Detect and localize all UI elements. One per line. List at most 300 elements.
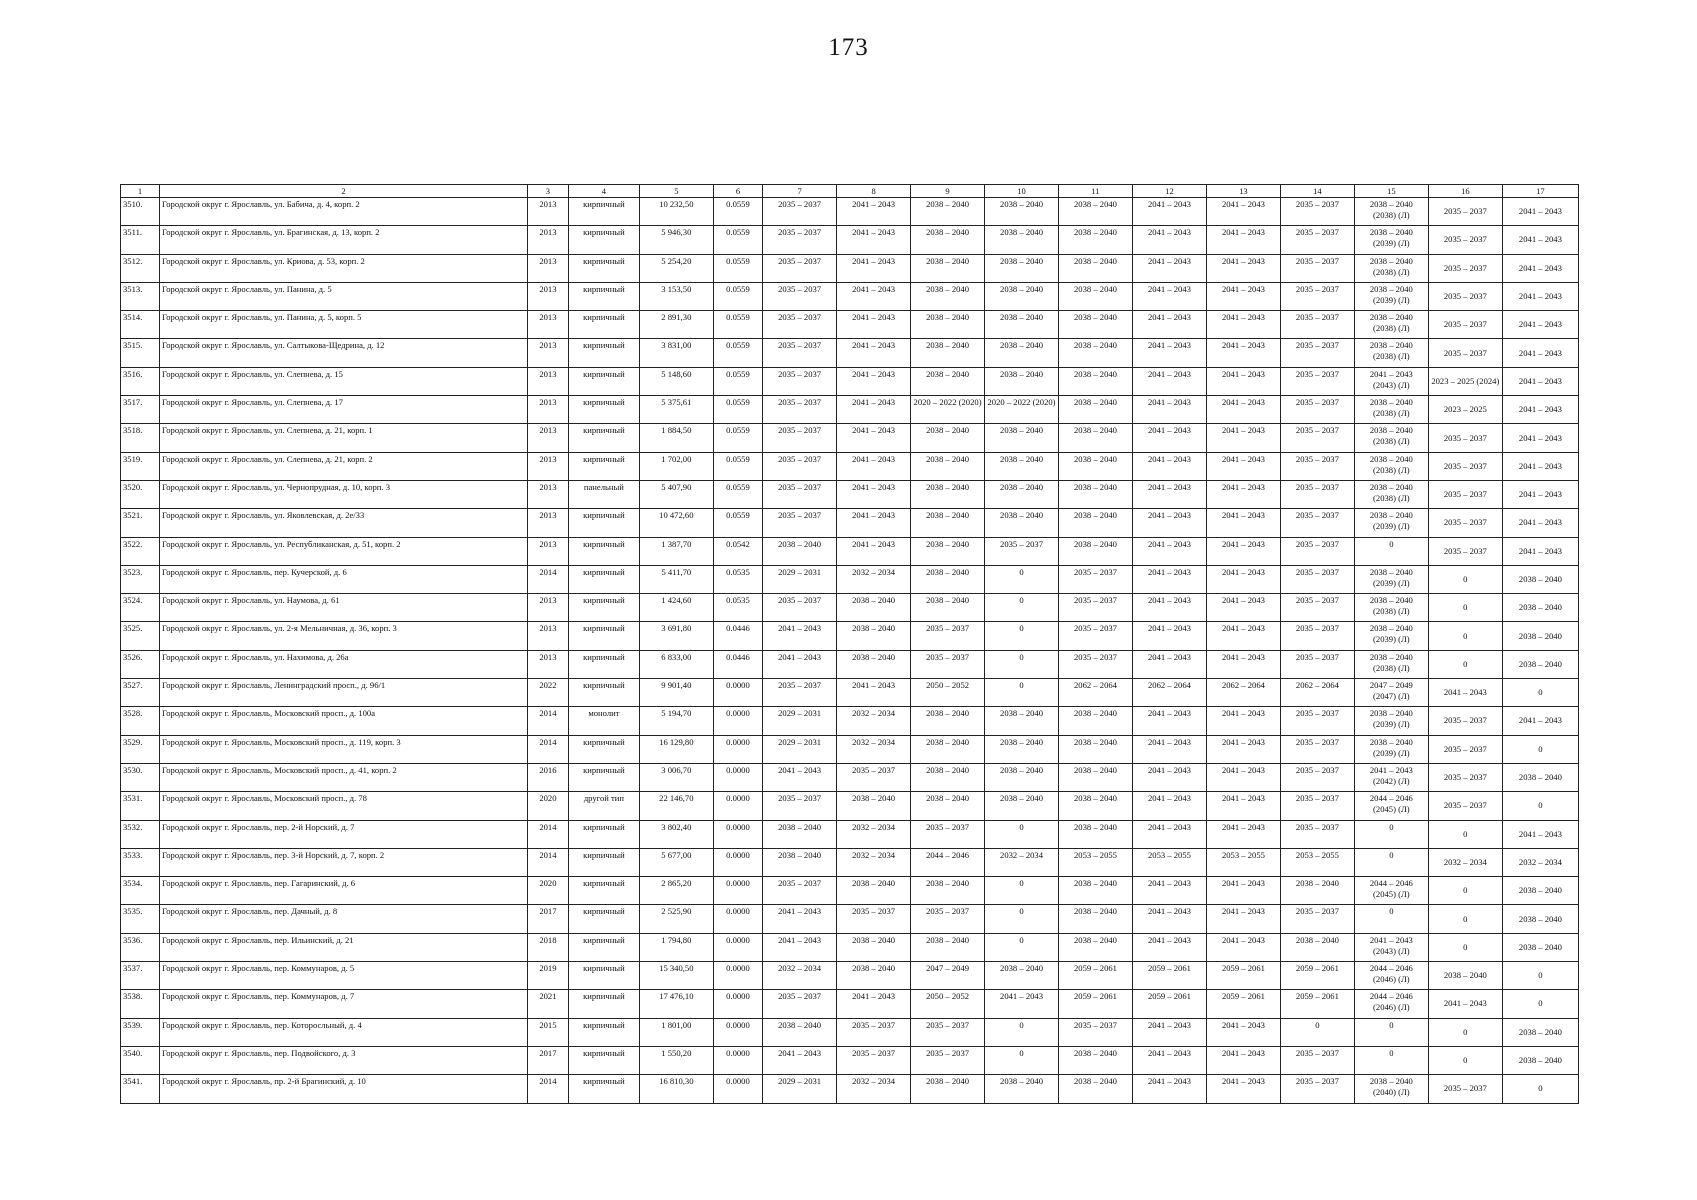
table-row [121,763,1579,791]
column-header-12: 12 [1132,185,1206,198]
cell-col-12: 2041 – 2043 [1132,424,1206,452]
cell-col-5: 1 424,60 [639,594,713,622]
cell-col-8: 2041 – 2043 [837,339,911,367]
column-header-6: 6 [713,185,762,198]
cell-col-4: монолит [568,707,639,735]
cell-col-16: 0 [1428,622,1502,650]
cell-col-13: 2041 – 2043 [1206,735,1280,763]
cell-col-11: 2038 – 2040 [1059,1075,1133,1103]
cell-col-3: 2014 [527,820,568,848]
table-row [121,905,1579,933]
cell-col-15-year: (2046) (Л) [1373,1002,1410,1013]
table-row [121,990,1579,1018]
cell-col-6: 0.0535 [713,565,762,593]
cell-col-11: 2035 – 2037 [1059,650,1133,678]
cell-col-7: 2029 – 2031 [763,1075,837,1103]
cell-col-6: 0.0559 [713,509,762,537]
cell-col-1: 3529. [121,735,160,763]
cell-col-15-period: 2038 – 2040 [1369,340,1413,351]
cell-col-12: 2041 – 2043 [1132,594,1206,622]
cell-col-17: 0 [1502,735,1578,763]
cell-col-1: 3520. [121,480,160,508]
cell-col-12: 2041 – 2043 [1132,565,1206,593]
cell-col-3: 2020 [527,792,568,820]
cell-col-12: 2041 – 2043 [1132,509,1206,537]
cell-col-8: 2038 – 2040 [837,622,911,650]
cell-col-10: 2020 – 2022 (2020) [985,396,1059,424]
cell-col-7: 2035 – 2037 [763,679,837,707]
cell-col-12: 2041 – 2043 [1132,367,1206,395]
cell-col-15-year: (2038) (Л) [1373,266,1410,277]
cell-col-17: 2041 – 2043 [1502,537,1578,565]
cell-col-5: 10 472,60 [639,509,713,537]
cell-col-9: 2035 – 2037 [911,650,985,678]
column-header-15: 15 [1354,185,1428,198]
cell-col-15-year: (2039) (Л) [1373,521,1410,532]
cell-col-6: 0.0000 [713,962,762,990]
cell-col-17: 2038 – 2040 [1502,905,1578,933]
cell-col-15 [1354,254,1428,282]
table-row [121,311,1579,339]
cell-col-11: 2038 – 2040 [1059,820,1133,848]
cell-col-11: 2038 – 2040 [1059,1046,1133,1074]
cell-col-10: 0 [985,679,1059,707]
cell-col-9: 2038 – 2040 [911,877,985,905]
cell-col-15 [1354,763,1428,791]
cell-col-9: 2038 – 2040 [911,565,985,593]
cell-col-17: 2041 – 2043 [1502,396,1578,424]
cell-col-16: 2035 – 2037 [1428,707,1502,735]
cell-col-17: 2038 – 2040 [1502,565,1578,593]
cell-col-13: 2041 – 2043 [1206,254,1280,282]
cell-col-1: 3511. [121,226,160,254]
table-row [121,480,1579,508]
cell-col-12: 2041 – 2043 [1132,792,1206,820]
cell-col-4: кирпичный [568,990,639,1018]
cell-col-10: 0 [985,820,1059,848]
cell-col-1: 3526. [121,650,160,678]
cell-col-7: 2035 – 2037 [763,480,837,508]
cell-col-12: 2041 – 2043 [1132,622,1206,650]
cell-col-9: 2038 – 2040 [911,452,985,480]
cell-col-2: Городской округ г. Ярославль, ул. Салтыкова-Щедрина, д. 12 [160,339,528,367]
cell-col-15 [1354,339,1428,367]
cell-col-5: 9 901,40 [639,679,713,707]
cell-col-16: 2023 – 2025 (2024) [1428,367,1502,395]
table-row [121,424,1579,452]
cell-col-8: 2041 – 2043 [837,226,911,254]
cell-col-10: 0 [985,650,1059,678]
column-header-11: 11 [1059,185,1133,198]
cell-col-4: другой тип [568,792,639,820]
table-row [121,226,1579,254]
cell-col-15-period: 2038 – 2040 [1369,227,1413,238]
cell-col-5: 17 476,10 [639,990,713,1018]
cell-col-9: 2047 – 2049 [911,962,985,990]
cell-col-9: 2038 – 2040 [911,707,985,735]
cell-col-15-period: 2038 – 2040 [1369,510,1413,521]
cell-col-17: 2038 – 2040 [1502,622,1578,650]
cell-col-3: 2017 [527,905,568,933]
cell-col-1: 3536. [121,933,160,961]
cell-col-4: кирпичный [568,509,639,537]
cell-col-3: 2013 [527,367,568,395]
cell-col-15 [1354,1018,1428,1046]
cell-col-17: 2041 – 2043 [1502,311,1578,339]
cell-col-4: кирпичный [568,594,639,622]
cell-col-15-year: (2039) (Л) [1373,747,1410,758]
cell-col-4: кирпичный [568,877,639,905]
cell-col-15-period: 2038 – 2040 [1369,566,1413,577]
cell-col-14: 2035 – 2037 [1280,480,1354,508]
cell-col-6: 0.0559 [713,226,762,254]
cell-col-17: 2041 – 2043 [1502,707,1578,735]
cell-col-14: 2035 – 2037 [1280,367,1354,395]
cell-col-15 [1354,679,1428,707]
cell-col-13: 2062 – 2064 [1206,679,1280,707]
cell-col-14: 2062 – 2064 [1280,679,1354,707]
cell-col-15 [1354,990,1428,1018]
cell-col-2: Городской округ г. Ярославль, ул. Яковлевская, д. 2е/33 [160,509,528,537]
cell-col-16: 2035 – 2037 [1428,1075,1502,1103]
cell-col-15 [1354,367,1428,395]
cell-col-9: 2038 – 2040 [911,480,985,508]
cell-col-8: 2041 – 2043 [837,424,911,452]
cell-col-9: 2035 – 2037 [911,1018,985,1046]
cell-col-3: 2013 [527,311,568,339]
cell-col-15 [1354,707,1428,735]
cell-col-15-year: (2039) (Л) [1373,577,1410,588]
cell-col-17: 0 [1502,679,1578,707]
cell-col-9: 2020 – 2022 (2020) [911,396,985,424]
cell-col-1: 3512. [121,254,160,282]
table-row [121,339,1579,367]
cell-col-14: 2035 – 2037 [1280,763,1354,791]
cell-col-14: 2035 – 2037 [1280,792,1354,820]
cell-col-15-period: 2038 – 2040 [1369,397,1413,408]
cell-col-2: Городской округ г. Ярославль, пер. Коммунаров, д. 5 [160,962,528,990]
cell-col-5: 1 702,00 [639,452,713,480]
cell-col-3: 2019 [527,962,568,990]
cell-col-10: 0 [985,594,1059,622]
cell-col-4: кирпичный [568,1046,639,1074]
cell-col-15-period: 2044 – 2046 [1369,963,1413,974]
cell-col-5: 2 891,30 [639,311,713,339]
cell-col-14: 2035 – 2037 [1280,396,1354,424]
cell-col-16: 0 [1428,650,1502,678]
cell-col-4: кирпичный [568,905,639,933]
cell-col-15 [1354,480,1428,508]
cell-col-7: 2029 – 2031 [763,707,837,735]
cell-col-1: 3523. [121,565,160,593]
cell-col-1: 3515. [121,339,160,367]
cell-col-13: 2041 – 2043 [1206,594,1280,622]
cell-col-6: 0.0559 [713,339,762,367]
cell-col-11: 2038 – 2040 [1059,792,1133,820]
cell-col-17: 2038 – 2040 [1502,594,1578,622]
column-header-1: 1 [121,185,160,198]
cell-col-12: 2062 – 2064 [1132,679,1206,707]
cell-col-1: 3524. [121,594,160,622]
cell-col-4: кирпичный [568,679,639,707]
cell-col-2: Городской округ г. Ярославль, пер. Гагаринский, д. 6 [160,877,528,905]
cell-col-14: 2035 – 2037 [1280,650,1354,678]
cell-col-8: 2041 – 2043 [837,480,911,508]
cell-col-2: Городской округ г. Ярославль, пер. 2-й Норский, д. 7 [160,820,528,848]
cell-col-2: Городской округ г. Ярославль, пер. Дачный, д. 8 [160,905,528,933]
cell-col-6: 0.0000 [713,848,762,876]
cell-col-8: 2038 – 2040 [837,650,911,678]
cell-col-15-year: (2038) (Л) [1373,323,1410,334]
cell-col-5: 2 865,20 [639,877,713,905]
cell-col-10: 2038 – 2040 [985,735,1059,763]
table-row [121,962,1579,990]
cell-col-5: 1 884,50 [639,424,713,452]
cell-col-15-year: (2038) (Л) [1373,351,1410,362]
cell-col-11: 2038 – 2040 [1059,424,1133,452]
cell-col-9: 2044 – 2046 [911,848,985,876]
cell-col-15-year: (2039) (Л) [1373,719,1410,730]
cell-col-10: 2032 – 2034 [985,848,1059,876]
table-row [121,198,1579,226]
cell-col-2: Городской округ г. Ярославль, Московский просп., д. 119, корп. 3 [160,735,528,763]
cell-col-8: 2041 – 2043 [837,396,911,424]
cell-col-16: 2041 – 2043 [1428,990,1502,1018]
cell-col-3: 2014 [527,848,568,876]
cell-col-2: Городской округ г. Ярославль, пер. Которосльный, д. 4 [160,1018,528,1046]
cell-col-15 [1354,509,1428,537]
cell-col-14: 2035 – 2037 [1280,339,1354,367]
cell-col-7: 2041 – 2043 [763,650,837,678]
cell-col-7: 2035 – 2037 [763,254,837,282]
cell-col-9: 2038 – 2040 [911,254,985,282]
cell-col-2: Городской округ г. Ярославль, пр. 2-й Брагинский, д. 10 [160,1075,528,1103]
cell-col-17: 2041 – 2043 [1502,254,1578,282]
cell-col-7: 2035 – 2037 [763,339,837,367]
cell-col-11: 2035 – 2037 [1059,594,1133,622]
cell-col-13: 2059 – 2061 [1206,962,1280,990]
cell-col-5: 5 946,30 [639,226,713,254]
cell-col-11: 2038 – 2040 [1059,226,1133,254]
table-row [121,396,1579,424]
cell-col-9: 2038 – 2040 [911,792,985,820]
cell-col-13: 2041 – 2043 [1206,226,1280,254]
cell-col-8: 2041 – 2043 [837,282,911,310]
cell-col-3: 2020 [527,877,568,905]
cell-col-15-period: 0 [1389,821,1394,832]
cell-col-16: 0 [1428,877,1502,905]
cell-col-17: 0 [1502,990,1578,1018]
cell-col-9: 2038 – 2040 [911,226,985,254]
cell-col-5: 3 006,70 [639,763,713,791]
cell-col-15-period: 0 [1389,1019,1394,1030]
cell-col-17: 2041 – 2043 [1502,452,1578,480]
cell-col-2: Городской округ г. Ярославль, ул. Бабича, д. 4, корп. 2 [160,198,528,226]
cell-col-8: 2032 – 2034 [837,707,911,735]
cell-col-14: 2053 – 2055 [1280,848,1354,876]
cell-col-10: 0 [985,622,1059,650]
cell-col-8: 2035 – 2037 [837,1046,911,1074]
cell-col-1: 3519. [121,452,160,480]
cell-col-7: 2038 – 2040 [763,848,837,876]
cell-col-5: 15 340,50 [639,962,713,990]
cell-col-6: 0.0535 [713,594,762,622]
cell-col-15 [1354,424,1428,452]
cell-col-17: 2041 – 2043 [1502,198,1578,226]
cell-col-1: 3527. [121,679,160,707]
cell-col-10: 2038 – 2040 [985,226,1059,254]
cell-col-16: 2035 – 2037 [1428,339,1502,367]
cell-col-4: кирпичный [568,622,639,650]
cell-col-15 [1354,905,1428,933]
cell-col-9: 2038 – 2040 [911,1075,985,1103]
cell-col-17: 2041 – 2043 [1502,367,1578,395]
cell-col-3: 2013 [527,650,568,678]
cell-col-15 [1354,933,1428,961]
cell-col-16: 0 [1428,594,1502,622]
cell-col-15-year: (2039) (Л) [1373,238,1410,249]
cell-col-3: 2022 [527,679,568,707]
table-row [121,367,1579,395]
table-row [121,679,1579,707]
cell-col-5: 3 153,50 [639,282,713,310]
cell-col-5: 10 232,50 [639,198,713,226]
column-header-16: 16 [1428,185,1502,198]
cell-col-9: 2038 – 2040 [911,367,985,395]
cell-col-13: 2041 – 2043 [1206,480,1280,508]
cell-col-9: 2038 – 2040 [911,537,985,565]
cell-col-17: 2038 – 2040 [1502,763,1578,791]
cell-col-11: 2038 – 2040 [1059,452,1133,480]
cell-col-9: 2038 – 2040 [911,509,985,537]
cell-col-14: 2059 – 2061 [1280,962,1354,990]
cell-col-13: 2041 – 2043 [1206,1046,1280,1074]
cell-col-14: 2035 – 2037 [1280,452,1354,480]
cell-col-15 [1354,735,1428,763]
cell-col-10: 0 [985,933,1059,961]
cell-col-3: 2015 [527,1018,568,1046]
cell-col-10: 0 [985,1018,1059,1046]
cell-col-14: 2035 – 2037 [1280,1046,1354,1074]
cell-col-8: 2035 – 2037 [837,1018,911,1046]
cell-col-11: 2038 – 2040 [1059,339,1133,367]
cell-col-11: 2038 – 2040 [1059,905,1133,933]
cell-col-16: 2041 – 2043 [1428,679,1502,707]
cell-col-17: 2041 – 2043 [1502,339,1578,367]
cell-col-15-period: 2044 – 2046 [1369,878,1413,889]
table-row [121,509,1579,537]
cell-col-17: 2032 – 2034 [1502,848,1578,876]
cell-col-16: 0 [1428,820,1502,848]
cell-col-5: 16 129,80 [639,735,713,763]
cell-col-15 [1354,650,1428,678]
cell-col-4: кирпичный [568,933,639,961]
cell-col-3: 2021 [527,990,568,1018]
cell-col-10: 0 [985,905,1059,933]
cell-col-14: 2035 – 2037 [1280,198,1354,226]
cell-col-17: 2038 – 2040 [1502,650,1578,678]
cell-col-8: 2038 – 2040 [837,594,911,622]
cell-col-14: 2035 – 2037 [1280,282,1354,310]
cell-col-15 [1354,226,1428,254]
cell-col-11: 2035 – 2037 [1059,565,1133,593]
cell-col-2: Городской округ г. Ярославль, ул. Нахимова, д. 26а [160,650,528,678]
cell-col-3: 2014 [527,1075,568,1103]
cell-col-2: Городской округ г. Ярославль, ул. Брагинская, д. 13, корп. 2 [160,226,528,254]
cell-col-7: 2041 – 2043 [763,1046,837,1074]
cell-col-5: 1 387,70 [639,537,713,565]
cell-col-2: Городской округ г. Ярославль, пер. Подвойского, д. 3 [160,1046,528,1074]
cell-col-2: Городской округ г. Ярославль, ул. Чернопрудная, д. 10, корп. 3 [160,480,528,508]
cell-col-6: 0.0000 [713,679,762,707]
cell-col-1: 3517. [121,396,160,424]
cell-col-9: 2038 – 2040 [911,594,985,622]
cell-col-15-period: 2038 – 2040 [1369,708,1413,719]
table-row [121,1046,1579,1074]
cell-col-15 [1354,311,1428,339]
cell-col-5: 5 375,61 [639,396,713,424]
cell-col-8: 2041 – 2043 [837,254,911,282]
cell-col-3: 2013 [527,254,568,282]
cell-col-6: 0.0446 [713,622,762,650]
cell-col-6: 0.0000 [713,1018,762,1046]
cell-col-7: 2029 – 2031 [763,735,837,763]
cell-col-7: 2035 – 2037 [763,509,837,537]
cell-col-11: 2062 – 2064 [1059,679,1133,707]
cell-col-5: 5 254,20 [639,254,713,282]
cell-col-12: 2053 – 2055 [1132,848,1206,876]
cell-col-16: 2035 – 2037 [1428,226,1502,254]
cell-col-2: Городской округ г. Ярославль, Московский просп., д. 41, корп. 2 [160,763,528,791]
cell-col-14: 2035 – 2037 [1280,509,1354,537]
cell-col-15-period: 2038 – 2040 [1369,312,1413,323]
cell-col-13: 2041 – 2043 [1206,707,1280,735]
cell-col-1: 3533. [121,848,160,876]
cell-col-10: 2038 – 2040 [985,763,1059,791]
cell-col-15-period: 2047 – 2049 [1369,680,1413,691]
cell-col-17: 2041 – 2043 [1502,282,1578,310]
cell-col-15 [1354,396,1428,424]
cell-col-12: 2041 – 2043 [1132,707,1206,735]
cell-col-2: Городской округ г. Ярославль, пер. Ильинский, д. 21 [160,933,528,961]
cell-col-12: 2041 – 2043 [1132,877,1206,905]
cell-col-14: 2059 – 2061 [1280,990,1354,1018]
cell-col-16: 2032 – 2034 [1428,848,1502,876]
cell-col-2: Городской округ г. Ярославль, ул. Слепнева, д. 21, корп. 2 [160,452,528,480]
cell-col-11: 2038 – 2040 [1059,537,1133,565]
column-header-5: 5 [639,185,713,198]
cell-col-6: 0.0559 [713,452,762,480]
cell-col-3: 2014 [527,565,568,593]
cell-col-15-period: 2041 – 2043 [1369,934,1413,945]
cell-col-6: 0.0559 [713,282,762,310]
cell-col-3: 2013 [527,480,568,508]
cell-col-3: 2013 [527,198,568,226]
cell-col-6: 0.0559 [713,311,762,339]
cell-col-1: 3522. [121,537,160,565]
cell-col-1: 3537. [121,962,160,990]
cell-col-11: 2038 – 2040 [1059,311,1133,339]
cell-col-6: 0.0559 [713,198,762,226]
cell-col-11: 2038 – 2040 [1059,480,1133,508]
column-header-8: 8 [837,185,911,198]
cell-col-3: 2013 [527,622,568,650]
cell-col-14: 2035 – 2037 [1280,226,1354,254]
table-row [121,254,1579,282]
cell-col-15 [1354,877,1428,905]
cell-col-12: 2059 – 2061 [1132,962,1206,990]
table-row [121,1018,1579,1046]
